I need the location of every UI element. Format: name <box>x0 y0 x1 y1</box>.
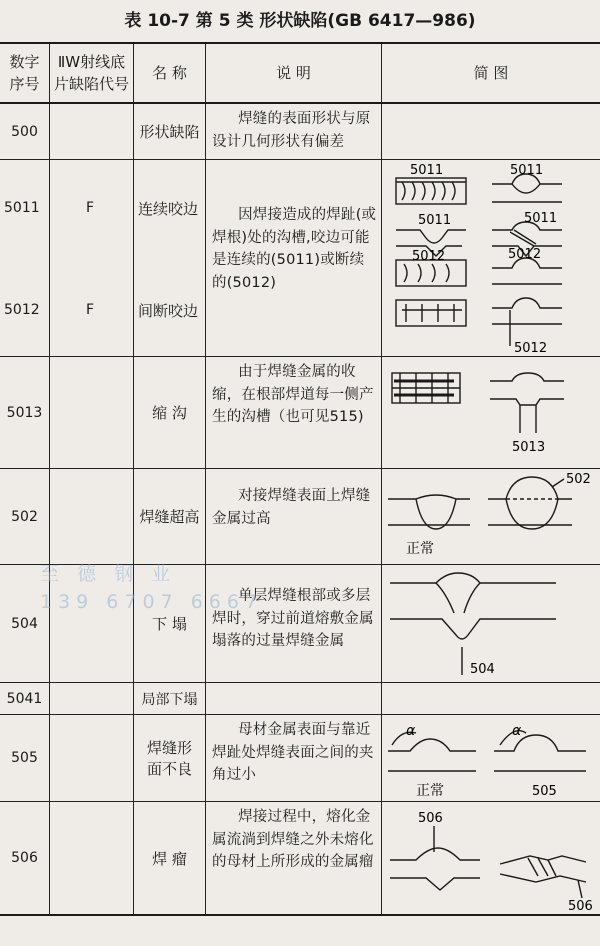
table-row <box>0 357 600 469</box>
watermark: 至 德 钢 业 139 6707 6667 <box>40 563 264 613</box>
row-figure <box>382 469 600 564</box>
iiw-code-5011: F <box>86 200 95 216</box>
row-num: 506 <box>0 802 50 914</box>
label-506-b: 506 <box>568 899 593 914</box>
row-description: 母材金属表面与靠近焊趾处焊缝表面之间的夹角过小 <box>206 715 382 801</box>
row-num <box>0 160 50 356</box>
row-name: 缩 沟 <box>134 357 206 468</box>
label-5011-c: 5011 <box>418 213 452 228</box>
label-505: 505 <box>532 784 557 799</box>
shrinkage-groove-diagram <box>382 357 600 469</box>
row-description: 单层焊缝根部或多层焊时，穿过前道熔敷金属塌落的过量焊缝金属 <box>206 565 382 682</box>
row-name: 形状缺陷 <box>134 104 206 159</box>
bad-profile-diagram <box>382 715 600 802</box>
label-5011-a: 5011 <box>410 163 444 178</box>
row-num: 505 <box>0 715 50 801</box>
row-name <box>134 160 206 356</box>
row-iiw-code <box>50 715 134 801</box>
row-name: 焊缝形面不良 <box>134 715 206 801</box>
label-5012-a: 5012 <box>412 249 446 264</box>
row-name: 焊 瘤 <box>134 802 206 914</box>
row-figure <box>382 683 600 714</box>
label-504: 504 <box>470 662 495 677</box>
label-alpha-2: α <box>512 723 522 739</box>
row-figure <box>382 715 600 801</box>
row-num: 504 <box>0 565 50 682</box>
table-row <box>0 565 600 683</box>
row-iiw-code <box>50 160 134 356</box>
header-figure: 简 图 <box>473 64 509 82</box>
label-5011-d: 5011 <box>524 211 558 226</box>
row-figure <box>382 357 600 468</box>
row-figure <box>382 802 600 914</box>
row-description: 对接焊缝表面上焊缝金属过高 <box>206 469 382 564</box>
label-normal-502: 正常 <box>406 541 434 557</box>
label-502: 502 <box>566 472 591 487</box>
row-iiw-code <box>50 104 134 159</box>
row-name: 局部下塌 <box>134 683 206 714</box>
row-figure <box>382 565 600 682</box>
label-5011-b: 5011 <box>510 163 544 178</box>
label-normal-505: 正常 <box>416 783 444 799</box>
iiw-code-5012: F <box>86 302 95 318</box>
row-iiw-code <box>50 357 134 468</box>
table-caption: 表 10-7 第 5 类 形状缺陷(GB 6417—986) <box>124 11 476 31</box>
row-description <box>206 683 382 714</box>
row-num: 500 <box>0 104 50 159</box>
row-iiw-code <box>50 469 134 564</box>
row-num: 5041 <box>0 683 50 714</box>
row-num: 502 <box>0 469 50 564</box>
undercut-diagram <box>382 160 600 357</box>
table-row <box>0 715 600 802</box>
row-num: 5013 <box>0 357 50 468</box>
row-description: 焊接过程中，熔化金属流淌到焊缝之外未熔化的母材上所形成的金属瘤 <box>206 802 382 914</box>
table-row <box>0 469 600 565</box>
label-alpha-1: α <box>406 723 416 739</box>
overlap-diagram <box>382 802 600 916</box>
table-row <box>0 104 600 160</box>
burn-through-diagram <box>382 565 600 683</box>
row-name: 下 塌 <box>134 565 206 682</box>
label-5012-c: 5012 <box>514 341 548 356</box>
header-iiw-code: ⅡW射线底 片缺陷代号 <box>50 44 134 102</box>
label-5013: 5013 <box>512 440 546 455</box>
header-num: 数字 序号 <box>0 44 50 102</box>
row-description: 因焊接造成的焊趾(或焊根)处的沟槽,咬边可能是连续的(5011)或断续的(5012) <box>206 160 382 356</box>
defect-table <box>0 42 600 916</box>
table-row <box>0 683 600 715</box>
row-name: 焊缝超高 <box>134 469 206 564</box>
row-num-5011: 5011 <box>4 200 40 216</box>
row-description: 由于焊缝金属的收缩，在根部焊道每一侧产生的沟槽（也可见515) <box>206 357 382 468</box>
name-5011: 连续咬边 <box>138 200 199 218</box>
header-name: 名 称 <box>134 44 206 102</box>
header-description: 说 明 <box>206 44 382 102</box>
name-5012: 间断咬边 <box>138 302 199 320</box>
row-description: 焊缝的表面形状与原设计几何形状有偏差 <box>206 104 382 159</box>
label-506-a: 506 <box>418 811 443 826</box>
row-iiw-code <box>50 802 134 914</box>
label-5012-b: 5012 <box>508 247 542 262</box>
table-header-row <box>0 44 600 104</box>
row-iiw-code <box>50 683 134 714</box>
row-figure <box>382 104 600 159</box>
table-row <box>0 802 600 916</box>
row-iiw-code <box>50 565 134 682</box>
table-row <box>0 160 600 357</box>
excess-weld-diagram <box>382 469 600 565</box>
row-num-5012: 5012 <box>4 302 40 318</box>
row-figure <box>382 160 600 356</box>
